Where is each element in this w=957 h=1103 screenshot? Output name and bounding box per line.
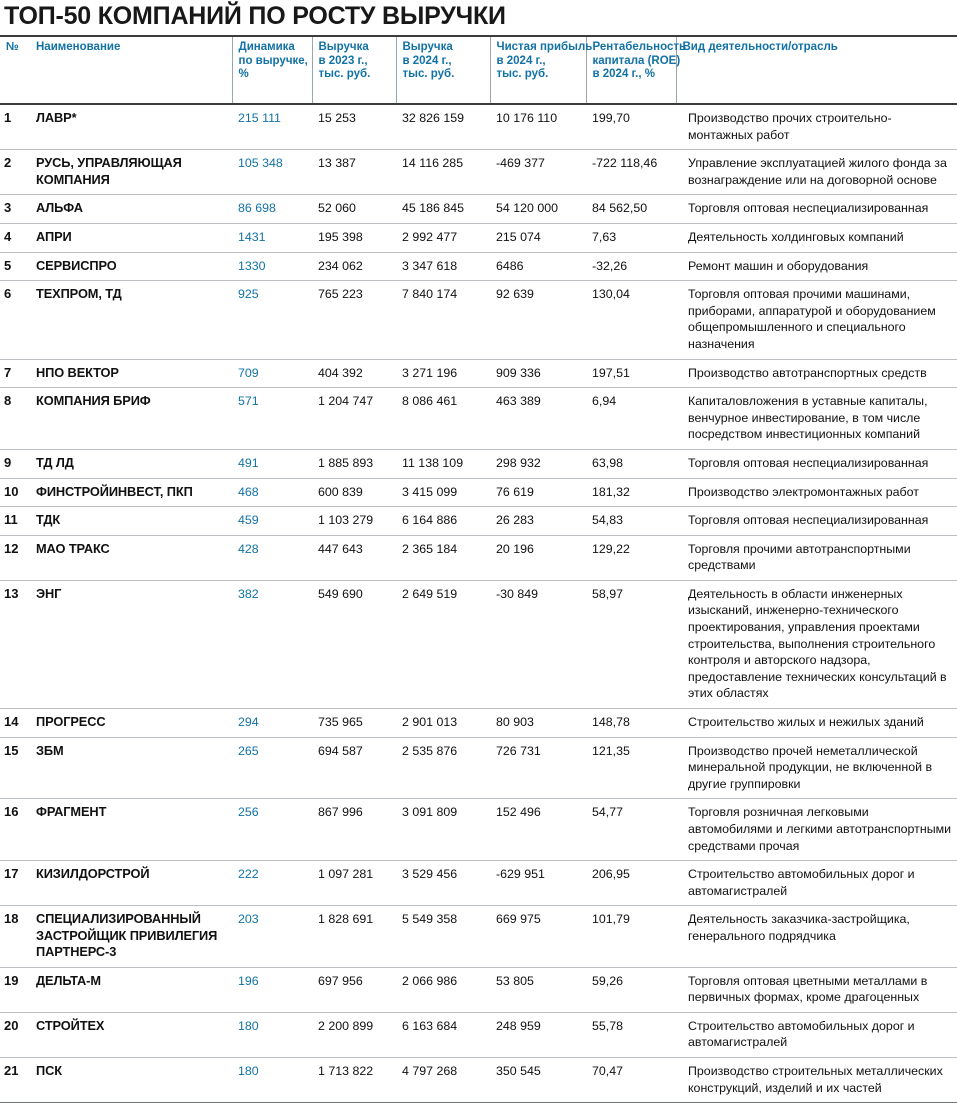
cell-revenue-dynamics: 86 698 [232,195,312,224]
cell-net-profit-2024: 20 196 [490,535,586,580]
cell-industry: Производство прочей неметаллической минеральной продукции, не включенной в другие группировки [676,737,957,799]
cell-roe-2024: 206,95 [586,861,676,906]
cell-roe-2024: 84 562,50 [586,195,676,224]
cell-revenue-2023: 1 204 747 [312,388,396,450]
cell-revenue-2023: 549 690 [312,580,396,708]
cell-company-name: АПРИ [30,223,232,252]
cell-industry: Производство электромонтажных работ [676,478,957,507]
cell-revenue-dynamics: 294 [232,709,312,738]
cell-net-profit-2024: 215 074 [490,223,586,252]
cell-roe-2024: 101,79 [586,906,676,967]
column-header-line: капитала (ROE) [592,54,681,67]
cell-company-name: НПО ВЕКТОР [30,359,232,388]
cell-rank: 8 [0,388,30,450]
cell-revenue-2023: 1 885 893 [312,449,396,478]
table-row [0,195,957,224]
table-row [0,535,957,580]
cell-company-name: ТДК [30,507,232,536]
cell-revenue-2023: 13 387 [312,150,396,195]
column-header-line: тыс. руб. [318,68,371,81]
cell-revenue-2023: 735 965 [312,709,396,738]
cell-revenue-2023: 234 062 [312,252,396,281]
cell-revenue-2024: 11 138 109 [396,449,490,478]
cell-revenue-2024: 6 164 886 [396,507,490,536]
column-header-line: в 2024 г., [402,54,452,67]
column-header-line: в 2023 г., [318,54,368,67]
cell-industry: Строительство автомобильных дорог и автомагистралей [676,861,957,906]
cell-company-name: АЛЬФА [30,195,232,224]
cell-net-profit-2024: -30 849 [490,580,586,708]
cell-company-name: ФРАГМЕНТ [30,799,232,861]
cell-industry: Торговля прочими автотранспортными средствами [676,535,957,580]
cell-net-profit-2024: 54 120 000 [490,195,586,224]
column-header-line: в 2024 г., [496,54,546,67]
cell-rank: 1 [0,104,30,150]
cell-net-profit-2024: 80 903 [490,709,586,738]
cell-roe-2024: 6,94 [586,388,676,450]
column-header-roe-2024 [586,36,687,104]
cell-revenue-2024: 45 186 845 [396,195,490,224]
cell-rank: 13 [0,580,30,708]
table-body [0,104,957,1103]
cell-revenue-dynamics: 709 [232,359,312,388]
cell-revenue-dynamics: 468 [232,478,312,507]
table-row [0,737,957,799]
table-row [0,281,957,359]
cell-net-profit-2024: 76 619 [490,478,586,507]
cell-rank: 7 [0,359,30,388]
cell-roe-2024: 197,51 [586,359,676,388]
table-row [0,478,957,507]
cell-industry: Строительство автомобильных дорог и автомагистралей [676,1012,957,1057]
cell-industry: Ремонт машин и оборудования [676,252,957,281]
cell-industry: Производство строительных металлических конструкций, изделий и их частей [676,1057,957,1102]
table-row [0,799,957,861]
cell-company-name: ДЕЛЬТА-М [30,967,232,1012]
cell-company-name: СПЕЦИАЛИЗИРОВАННЫЙ ЗАСТРОЙЩИК ПРИВИЛЕГИЯ ПАРТНЕРС-3 [30,906,232,967]
cell-company-name: ТД ЛД [30,449,232,478]
cell-roe-2024: 199,70 [586,104,676,150]
cell-revenue-2023: 694 587 [312,737,396,799]
cell-rank: 19 [0,967,30,1012]
cell-revenue-2023: 1 713 822 [312,1057,396,1102]
cell-revenue-2023: 600 839 [312,478,396,507]
cell-industry: Торговля розничная легковыми автомобилями и легкими автотранспортными средствами прочая [676,799,957,861]
column-header-industry [676,36,957,104]
cell-industry: Торговля оптовая цветными металлами в первичных формах, кроме драгоценных [676,967,957,1012]
cell-company-name: СЕРВИСПРО [30,252,232,281]
table-row [0,252,957,281]
cell-revenue-2023: 765 223 [312,281,396,359]
column-header-revenue-2024 [396,36,490,104]
cell-roe-2024: 58,97 [586,580,676,708]
cell-net-profit-2024: 350 545 [490,1057,586,1102]
cell-company-name: РУСЬ, УПРАВЛЯЮЩАЯ КОМПАНИЯ [30,150,232,195]
cell-revenue-dynamics: 382 [232,580,312,708]
cell-net-profit-2024: -629 951 [490,861,586,906]
table-header-row [0,36,957,104]
cell-revenue-dynamics: 1431 [232,223,312,252]
cell-company-name: ЗБМ [30,737,232,799]
cell-revenue-2024: 4 797 268 [396,1057,490,1102]
table-row [0,967,957,1012]
column-header-line: Рентабельность [592,41,687,53]
cell-roe-2024: 130,04 [586,281,676,359]
cell-revenue-dynamics: 925 [232,281,312,359]
cell-roe-2024: 55,78 [586,1012,676,1057]
column-header-dynamics [232,36,312,104]
column-header-line: тыс. руб. [402,68,455,81]
cell-revenue-2024: 3 347 618 [396,252,490,281]
cell-rank: 21 [0,1057,30,1102]
cell-industry: Деятельность холдинговых компаний [676,223,957,252]
column-header-line: Чистая прибыль [496,41,593,53]
cell-roe-2024: 148,78 [586,709,676,738]
column-header-line: Вид деятельности/отрасль [682,41,838,53]
cell-revenue-2024: 2 535 876 [396,737,490,799]
cell-revenue-2024: 2 649 519 [396,580,490,708]
cell-revenue-dynamics: 180 [232,1012,312,1057]
table-row [0,709,957,738]
cell-net-profit-2024: 909 336 [490,359,586,388]
cell-net-profit-2024: 669 975 [490,906,586,967]
cell-revenue-2023: 195 398 [312,223,396,252]
cell-net-profit-2024: 10 176 110 [490,104,586,150]
cell-rank: 5 [0,252,30,281]
cell-net-profit-2024: 298 932 [490,449,586,478]
table-row [0,1012,957,1057]
cell-industry: Торговля оптовая неспециализированная [676,195,957,224]
cell-revenue-dynamics: 1330 [232,252,312,281]
table-row [0,388,957,450]
cell-rank: 4 [0,223,30,252]
cell-industry: Торговля оптовая неспециализированная [676,449,957,478]
cell-roe-2024: 63,98 [586,449,676,478]
cell-roe-2024: 181,32 [586,478,676,507]
table-row [0,906,957,967]
cell-revenue-dynamics: 222 [232,861,312,906]
column-header-line: % [238,68,249,81]
cell-roe-2024: 70,47 [586,1057,676,1102]
page-title: ТОП-50 КОМПАНИЙ ПО РОСТУ ВЫРУЧКИ [4,2,506,30]
column-header-line: Динамика [238,41,295,53]
cell-net-profit-2024: 6486 [490,252,586,281]
cell-revenue-dynamics: 491 [232,449,312,478]
cell-revenue-2024: 2 992 477 [396,223,490,252]
cell-rank: 9 [0,449,30,478]
cell-roe-2024: -32,26 [586,252,676,281]
cell-revenue-2024: 32 826 159 [396,104,490,150]
cell-revenue-2024: 2 066 986 [396,967,490,1012]
cell-revenue-2024: 2 901 013 [396,709,490,738]
cell-rank: 3 [0,195,30,224]
column-header-line: по выручке, [238,54,308,67]
cell-revenue-dynamics: 428 [232,535,312,580]
table-row [0,223,957,252]
cell-industry: Деятельность в области инженерных изысканий, инженерно-технического проектирования, управления проектами строительства, выполнения строительного контроля и авторского надзора, предоставление технических консультаций в этих областях [676,580,957,708]
cell-revenue-dynamics: 256 [232,799,312,861]
top50-table [0,35,957,1103]
cell-net-profit-2024: 152 496 [490,799,586,861]
cell-company-name: КОМПАНИЯ БРИФ [30,388,232,450]
cell-revenue-2023: 404 392 [312,359,396,388]
cell-company-name: ФИНСТРОЙИНВЕСТ, ПКП [30,478,232,507]
cell-revenue-dynamics: 215 111 [232,104,312,150]
cell-roe-2024: 121,35 [586,737,676,799]
cell-rank: 12 [0,535,30,580]
cell-revenue-2023: 447 643 [312,535,396,580]
cell-company-name: ЭНГ [30,580,232,708]
cell-revenue-2023: 15 253 [312,104,396,150]
cell-rank: 18 [0,906,30,967]
cell-net-profit-2024: 92 639 [490,281,586,359]
cell-revenue-2023: 2 200 899 [312,1012,396,1057]
cell-rank: 16 [0,799,30,861]
cell-revenue-dynamics: 203 [232,906,312,967]
cell-revenue-2023: 1 103 279 [312,507,396,536]
cell-industry: Строительство жилых и нежилых зданий [676,709,957,738]
cell-industry: Производство автотранспортных средств [676,359,957,388]
cell-company-name: СТРОЙТЕХ [30,1012,232,1057]
table-row [0,449,957,478]
cell-industry: Производство прочих строительно-монтажных работ [676,104,957,150]
column-header-line: Выручка [402,41,453,53]
column-header-net-profit-2024 [490,36,593,104]
cell-revenue-dynamics: 196 [232,967,312,1012]
cell-net-profit-2024: 248 959 [490,1012,586,1057]
cell-roe-2024: 59,26 [586,967,676,1012]
cell-industry: Управление эксплуатацией жилого фонда за вознаграждение или на договорной основе [676,150,957,195]
table-row [0,150,957,195]
column-header-revenue-2023 [312,36,396,104]
cell-industry: Торговля оптовая неспециализированная [676,507,957,536]
cell-revenue-dynamics: 105 348 [232,150,312,195]
cell-roe-2024: 54,77 [586,799,676,861]
cell-revenue-2024: 7 840 174 [396,281,490,359]
cell-revenue-2024: 6 163 684 [396,1012,490,1057]
cell-net-profit-2024: 726 731 [490,737,586,799]
cell-revenue-2024: 3 271 196 [396,359,490,388]
cell-roe-2024: 129,22 [586,535,676,580]
cell-revenue-2024: 3 529 456 [396,861,490,906]
cell-rank: 20 [0,1012,30,1057]
cell-roe-2024: -722 118,46 [586,150,676,195]
table-row [0,359,957,388]
column-header-rank [0,36,30,104]
cell-net-profit-2024: 26 283 [490,507,586,536]
cell-net-profit-2024: -469 377 [490,150,586,195]
cell-rank: 11 [0,507,30,536]
cell-revenue-2023: 1 097 281 [312,861,396,906]
cell-company-name: МАО ТРАКС [30,535,232,580]
cell-net-profit-2024: 53 805 [490,967,586,1012]
cell-company-name: ЛАВР* [30,104,232,150]
cell-revenue-dynamics: 180 [232,1057,312,1102]
cell-roe-2024: 7,63 [586,223,676,252]
table-row [0,861,957,906]
cell-rank: 10 [0,478,30,507]
cell-revenue-dynamics: 265 [232,737,312,799]
cell-company-name: ТЕХПРОМ, ТД [30,281,232,359]
table-row [0,1057,957,1102]
cell-revenue-2024: 3 091 809 [396,799,490,861]
cell-company-name: КИЗИЛДОРСТРОЙ [30,861,232,906]
table-header [0,36,957,104]
cell-rank: 15 [0,737,30,799]
column-header-line: Наименование [36,41,121,53]
column-header-line: в 2024 г., % [592,68,655,81]
column-header-line: № [6,41,19,53]
column-header-line: тыс. руб. [496,68,549,81]
cell-company-name: ПСК [30,1057,232,1102]
cell-industry: Капиталовложения в уставные капиталы, венчурное инвестирование, в том числе посредством инвестиционных компаний [676,388,957,450]
cell-industry: Деятельность заказчика-застройщика, генерального подрядчика [676,906,957,967]
cell-revenue-dynamics: 571 [232,388,312,450]
table-row [0,104,957,150]
cell-industry: Торговля оптовая прочими машинами, приборами, аппаратурой и оборудованием общепромышленного и специального назначения [676,281,957,359]
cell-roe-2024: 54,83 [586,507,676,536]
cell-revenue-2023: 867 996 [312,799,396,861]
table-row [0,580,957,708]
column-header-line: Выручка [318,41,369,53]
cell-revenue-2023: 697 956 [312,967,396,1012]
cell-company-name: ПРОГРЕСС [30,709,232,738]
column-header-name [30,36,232,104]
cell-revenue-2024: 3 415 099 [396,478,490,507]
cell-revenue-2024: 5 549 358 [396,906,490,967]
cell-rank: 14 [0,709,30,738]
cell-rank: 2 [0,150,30,195]
cell-rank: 6 [0,281,30,359]
cell-net-profit-2024: 463 389 [490,388,586,450]
cell-revenue-2024: 2 365 184 [396,535,490,580]
cell-revenue-2023: 52 060 [312,195,396,224]
table-row [0,507,957,536]
cell-revenue-2024: 8 086 461 [396,388,490,450]
cell-rank: 17 [0,861,30,906]
cell-revenue-2023: 1 828 691 [312,906,396,967]
cell-revenue-dynamics: 459 [232,507,312,536]
cell-revenue-2024: 14 116 285 [396,150,490,195]
